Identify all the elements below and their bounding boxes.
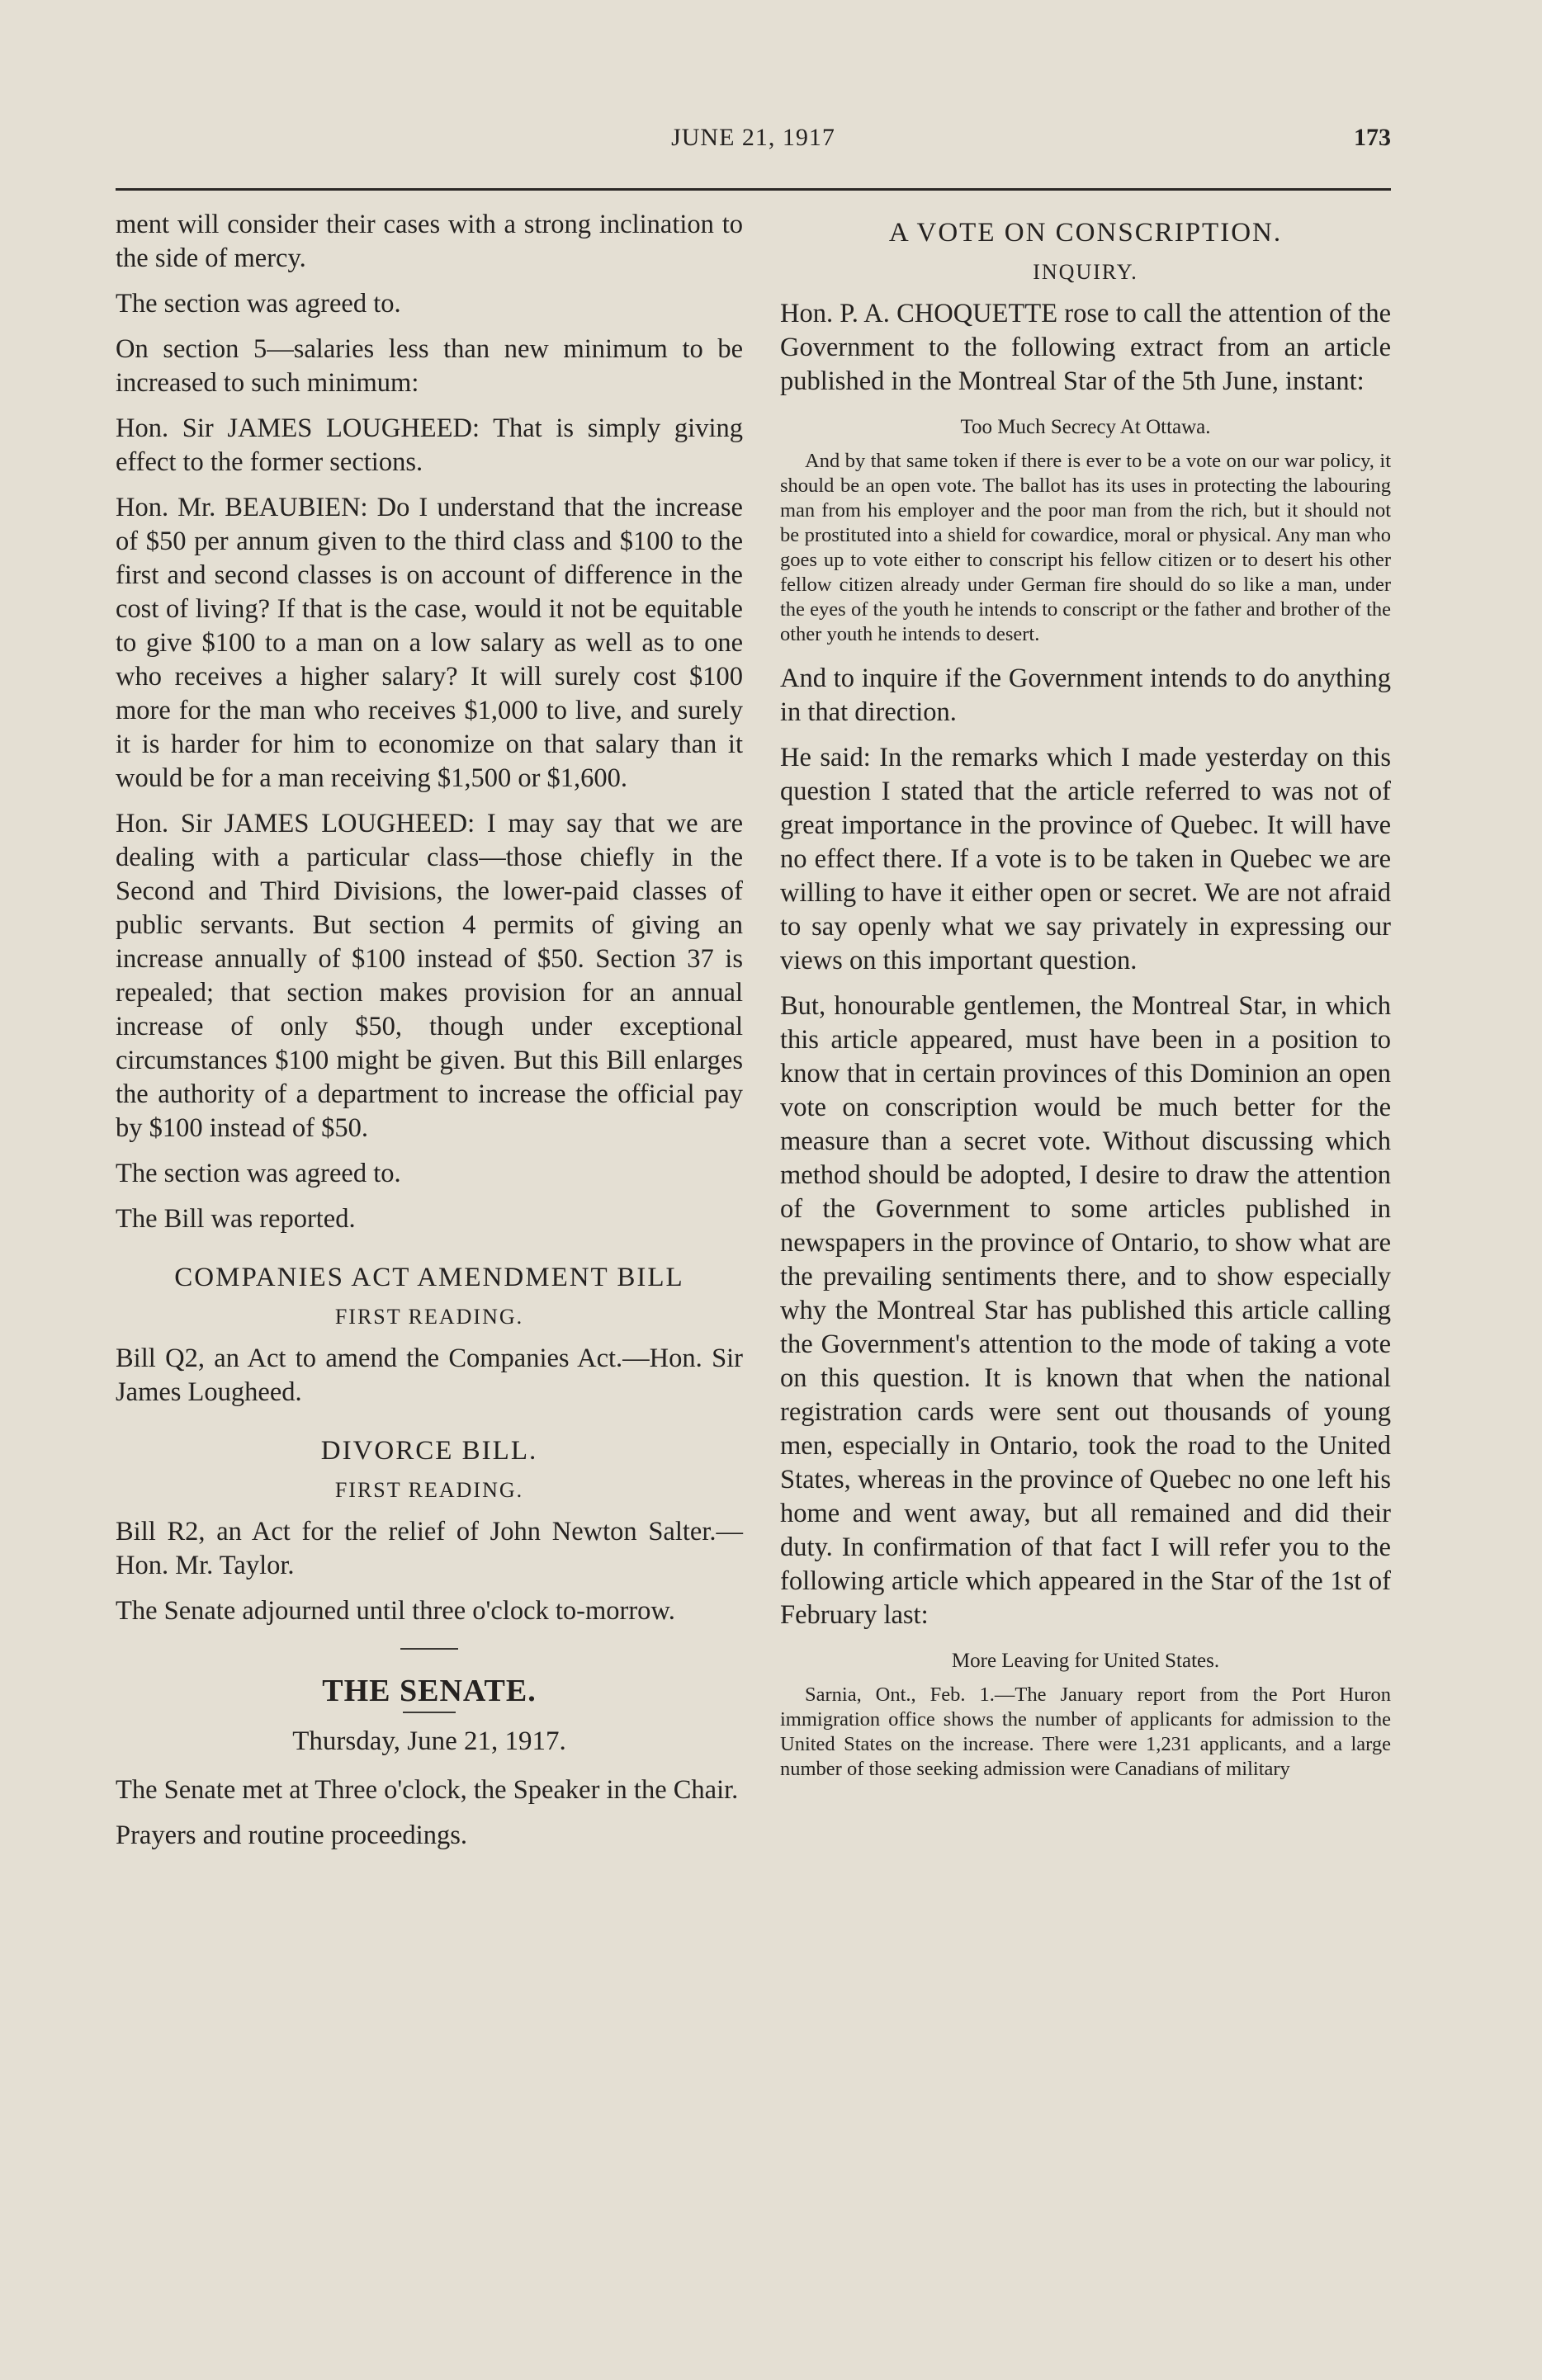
paragraph: The Senate adjourned until three o'clock to-morrow.: [116, 1596, 675, 1626]
quote-title: More Leaving for United States.: [951, 1650, 1220, 1672]
paragraph: The Bill was reported.: [116, 1204, 356, 1234]
quoted-article: [780, 1683, 1391, 1782]
paragraph: Hon. P. A. CHOQUETTE rose to call the attention of the Government to the following extract from an article published in the Montreal Star of the 5th June, instant:: [780, 299, 1391, 396]
subheading-inquiry: INQUIRY.: [1033, 260, 1138, 284]
page-number: 173: [1354, 124, 1391, 151]
paragraph: Prayers and routine proceedings.: [116, 1820, 467, 1850]
subheading-first-reading: FIRST READING.: [334, 1305, 524, 1329]
header-date: JUNE 21, 1917: [671, 124, 835, 151]
subheading-first-reading: FIRST READING.: [334, 1478, 524, 1502]
section-heading-divorce: DIVORCE BILL.: [320, 1436, 538, 1466]
paragraph: Bill Q2, an Act to amend the Companies Act.—Hon. Sir James Lougheed.: [116, 1343, 743, 1407]
quote-text: And by that same token if there is ever to be a vote on our war policy, it should be an open vote. The ballot has its uses in protecting the labouring man from his employer and the poor man from the rich, but it should not be prostituted into a shield for cowardice, moral or physical. Any man who goes up to vote either to conscript his fellow citizen or to desert his other fellow citizen already under German fire should do so like a man, under the eyes of the youth he intends to conscript or the father and brother of the other youth he intends to desert.: [780, 450, 1391, 645]
section-heading-companies: COMPANIES ACT AMENDMENT BILL: [174, 1263, 684, 1292]
quote-text: Sarnia, Ont., Feb. 1.—The January report from the Port Huron immigration office shows the number of applicants for admission to the United States on the increase. There were 1,231 applicants, and a large number of those seeking admission were Canadians of military: [780, 1683, 1391, 1780]
paragraph: On section 5—salaries less than new minimum to be increased to such minimum:: [116, 334, 743, 398]
right-column: [780, 208, 1391, 1797]
session-dateline: Thursday, June 21, 1917.: [292, 1726, 566, 1756]
paragraph: Hon. Sir JAMES LOUGHEED: That is simply giving effect to the former sections.: [116, 413, 743, 477]
paragraph: The section was agreed to.: [116, 289, 401, 319]
paragraph: The section was agreed to.: [116, 1159, 401, 1188]
quote-title: Too Much Secrecy At Ottawa.: [960, 416, 1211, 438]
paragraph: Hon. Mr. BEAUBIEN: Do I understand that the increase of $50 per annum given to the third class and $100 to the first and second classes is on account of difference in the cost of living? If that is the case, would it not be equitable to give $100 to a man on a low salary as well as to one who receives a higher salary? It will surely cost $100 more for the man who receives $1,000 to live, and surely it is harder for him to economize on that salary than it would be for a man receiving $1,500 or $1,600.: [116, 493, 743, 793]
paragraph: But, honourable gentlemen, the Montreal Star, in which this article appeared, must have been in a position to know that in certain provinces of this Dominion an open vote on conscription would be much better for the measure than a secret vote. Without discussing which method should be adopted, I desire to draw the attention of the Government to some articles published in newspapers in the province of Ontario, to show what are the prevailing sentiments there, and to show especially why the Montreal Star has published this article calling the Government's attention to the mode of taking a vote on this question. It is known that when the national registration cards were sent out thousands of young men, especially in Ontario, took the road to the United States, whereas in the province of Quebec no one left his home and went away, but all remained and did their duty. In confirmation of that fact I will refer you to the following article which appeared in the Star of the 1st of February last:: [780, 991, 1391, 1630]
paragraph: Bill R2, an Act for the relief of John Newton Salter.—Hon. Mr. Taylor.: [116, 1517, 743, 1580]
running-head: [116, 124, 1391, 173]
heading-underline: [403, 1712, 456, 1713]
senate-heading: THE SENATE.: [322, 1674, 537, 1708]
paragraph: Hon. Sir JAMES LOUGHEED: I may say that we are dealing with a particular class—those chiefly in the Second and Third Divisions, the lower-paid classes of public servants. But section 4 permits of giving an increase annually of $100 instead of $50. Section 37 is repealed; that section makes provision for an annual increase of only $50, though under exceptional circumstances $100 might be given. But this Bill enlarges the authority of a department to increase the official pay by $100 instead of $50.: [116, 809, 743, 1143]
paragraph: ment will consider their cases with a strong inclination to the side of mercy.: [116, 210, 743, 273]
paragraph: The Senate met at Three o'clock, the Speaker in the Chair.: [116, 1775, 739, 1805]
paragraph: And to inquire if the Government intends to do anything in that direction.: [780, 663, 1391, 727]
section-heading-vote: A VOTE ON CONSCRIPTION.: [888, 218, 1283, 248]
paragraph: He said: In the remarks which I made yesterday on this question I stated that the article referred to was not of great importance in the province of Quebec. It will have no effect there. If a vote is to be taken in Quebec we are willing to have it either open or secret. We are not afraid to say openly what we say privately in expressing our views on this important question.: [780, 743, 1391, 975]
header-rule: [116, 188, 1391, 191]
section-divider: [400, 1648, 458, 1650]
left-column: [116, 208, 743, 1864]
quoted-article: [780, 449, 1391, 647]
